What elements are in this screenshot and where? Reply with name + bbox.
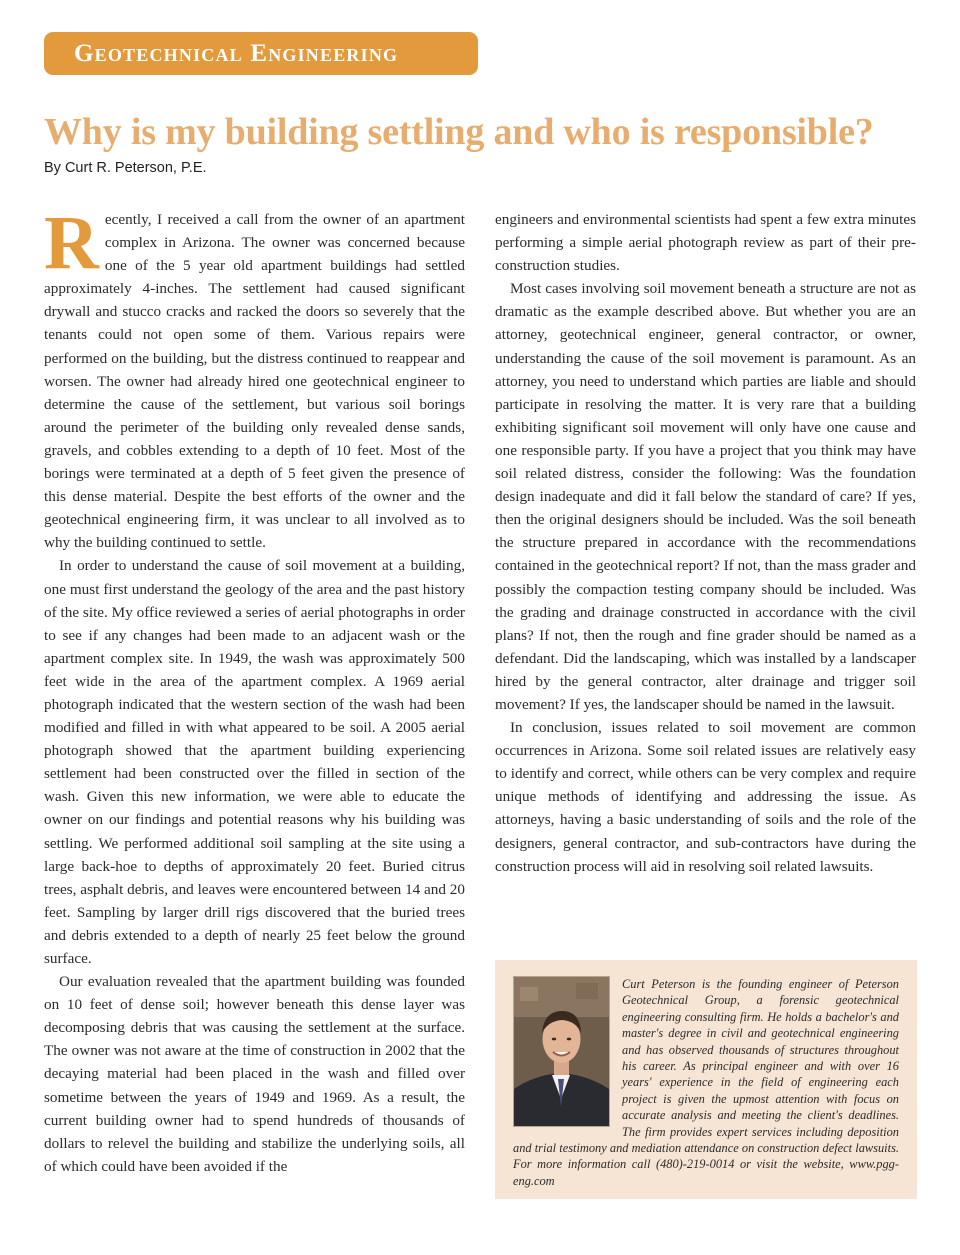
section-banner [44, 32, 478, 75]
paragraph: In conclusion, issues related to soil movement are common occurrences in Arizona. Some soil related issues are relatively easy to identify and correct, while others can be very complex and require unique methods of identifying and addressing the issue. As attorneys, having a basic understanding of soils and the role of the designers, general contractor, and sub-contractors have during the construction process will aid in resolving soil related lawsuits. [495, 719, 916, 875]
paragraph-text: ecently, I received a call from the owner of an apartment complex in Arizona. The owner was concerned because one of the 5 year old apartment buildings had settled approximately 4-inches. The settlement had caused significant drywall and stucco cracks and racked the doors so severely that the tenants could not open some of them. Various repairs were performed on the building, but the distress continued to reappear and worsen. The owner had already hired one geotechnical engineer to determine the cause of the settlement, but various soil borings around the perimeter of the building only revealed dense sands, gravels, and cobbles extending to a depth of 10 feet. Most of the borings were terminated at a depth of 5 feet given the presence of this dense material. Despite the best efforts of the owner and the geotechnical engineering firm, it was unclear to all involved as to why the building continued to settle. [44, 211, 465, 552]
paragraph: Our evaluation revealed that the apartment building was founded on 10 feet of dense soil; however beneath this dense layer was decomposing debris that was causing the settlement at the surface. The owner was not aware at the time of construction in 2002 that the decaying material had been placed in the wash and filled over sometime between the years of 1949 and 1969. As a result, the current building owner had to spend hundreds of thousands of dollars to relevel the building and stabilize the underlying soils, all of which could have been avoided if the [44, 973, 465, 1175]
paragraph: In order to understand the cause of soil movement at a building, one must first understand the geology of the area and the past history of the site. My office reviewed a series of aerial photographs in order to see if any changes had been made to an adjacent wash or the apartment complex site. In 1949, the wash was approximately 500 feet wide in the area of the apartment complex. A 1969 aerial photograph indicated that the western section of the wash had been modified and filled in with what appeared to be soil. A 2005 aerial photograph showed that the apartment building experiencing settlement had been constructed over the filled in section of the wash. Given this new information, we were able to educate the owner on our findings and potential reasons why his building was settling. We performed additional soil sampling at the site using a large back-hoe to depths of approximately 20 feet. Buried citrus trees, asphalt debris, and leaves were encountered between 14 and 20 feet. Sampling by larger drill rigs discovered that the buried trees and debris extended to a depth of nearly 25 feet below the ground surface. [44, 557, 465, 967]
byline: By Curt R. Peterson, P.E. [44, 160, 207, 176]
author-portrait-image [514, 977, 609, 1126]
author-bio-box [495, 960, 917, 1199]
article-column-right [495, 208, 916, 878]
article-column-left [44, 201, 465, 1178]
paragraph: Most cases involving soil movement beneath a structure are not as dramatic as the example described above. But whether you are an attorney, geotechnical engineer, general contractor, or owner, understanding the cause of the soil movement is paramount. As an attorney, you need to understand which parties are liable and should participate in resolving the matter. It is very rare that a building exhibiting significant soil movement will only have one cause and one responsible party. If you have a project that you think may have soil related distress, consider the following: Was the foundation design inadequate and did it fall below the standard of care? If yes, then the original designers should be included. Was the soil beneath the structure prepared in accordance with the recommendations contained in the geotechnical report? If not, than the mass grader and possibly the compaction testing company should be included. Was the grading and drainage constructed in accordance with the civil plans? If not, then the rough and fine grader should be named as a defendant. Did the landscaping, which was installed by a landscaper hired by the general contractor, alter drainage and trigger soil movement? If yes, the landscaper should be named in the lawsuit. [495, 280, 916, 713]
article-title: Why is my building settling and who is responsible? [44, 111, 874, 153]
drop-cap: R [44, 201, 99, 285]
author-bio-text: Curt Peterson is the founding engineer of Peterson Geotechnical Group, a forensic geotechnical engineering consulting firm. He holds a bachelor's and master's degree in civil and geotechnical engineering and has observed thousands of structures throughout his career. As principal engineer and with over 16 years' experience in the field of engineering each project is given the upmost attention with focus on accurate analysis and meeting the client's deadlines. The firm provides expert services including deposition and trial testimony and mediation attendance on construction defect lawsuits. For more information call (480)-219-0014 or visit the website, www.pgg-eng.com [513, 977, 899, 1188]
paragraph: engineers and environmental scientists had spent a few extra minutes performing a simple aerial photograph review as part of their pre-construction studies. [495, 211, 916, 275]
section-label: Geotechnical Engineering [74, 40, 399, 67]
author-photo [513, 976, 610, 1127]
paragraph [44, 201, 465, 554]
